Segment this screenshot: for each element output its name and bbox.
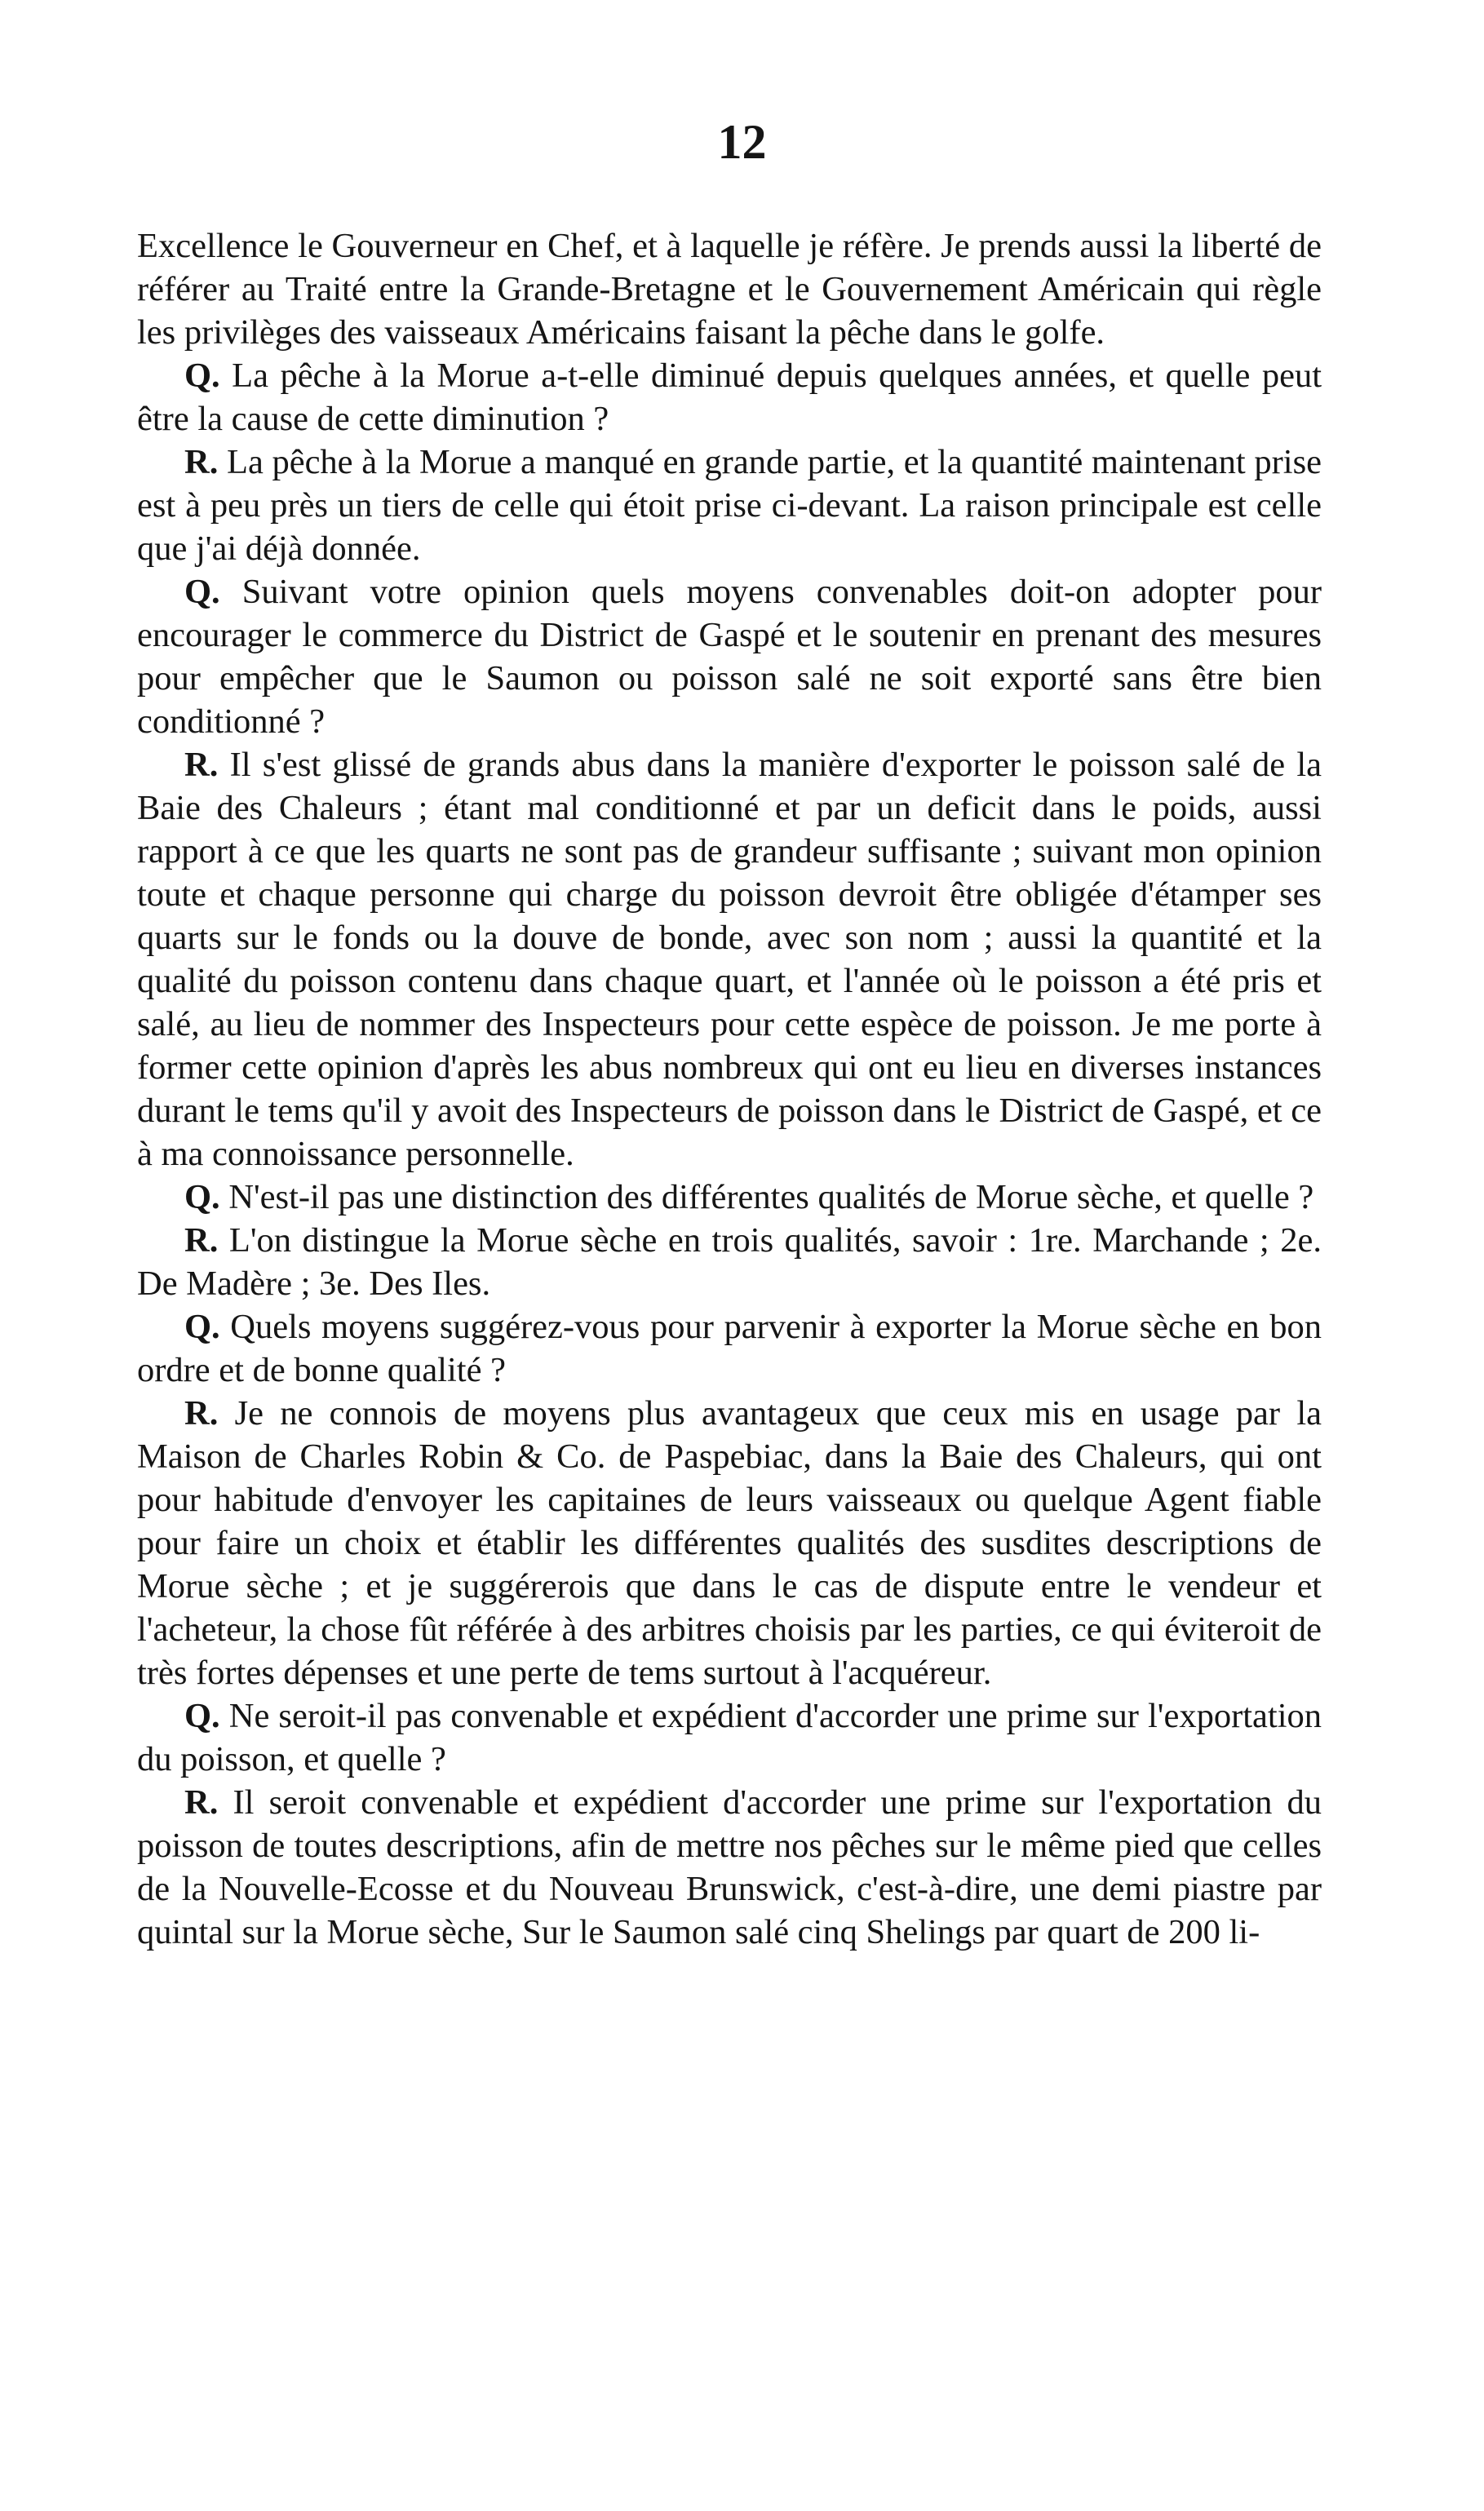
paragraph-text: Il seroit convenable et expédient d'accorder une prime sur l'exportation du poisson de toutes descriptions, afin de mettre nos pêches sur le même pied que celles de la Nouvelle-Ecosse et du Nouveau Brunswick, c'est-à-dire, une demi piastre par quintal sur la Morue sèche, Sur le Saumon salé cinq Shelings par quart de 200 li-: [137, 1783, 1322, 1951]
paragraph-continuation: [137, 224, 1322, 354]
speaker-label: R.: [184, 1394, 219, 1433]
paragraph-text: Je ne connois de moyens plus avantageux que ceux mis en usage par la Maison de Charles Robin & Co. de Paspebiac, dans la Baie des Chaleurs, qui ont pour habitude d'envoyer les capitaines de leurs vaisseaux ou quelque Agent fiable pour faire un choix et établir les différentes qualités des susdites descriptions de Morue sèche ; et je suggérerois que dans le cas de dispute entre le vendeur et l'acheteur, la chose fût référée à des arbitres choisis par les parties, ce qui éviteroit de très fortes dépenses et une perte de tems surtout à l'acquéreur.: [137, 1394, 1322, 1692]
paragraph-text: Excellence le Gouverneur en Chef, et à laquelle je réfère. Je prends aussi la liberté de référer au Traité entre la Grande-Bretagne et le Gouvernement Américain qui règle les privilèges des vaisseaux Américains faisant la pêche dans le golfe.: [137, 227, 1322, 352]
speaker-label: Q.: [184, 1697, 220, 1735]
answer-paragraph: [137, 1219, 1322, 1305]
question-paragraph: [137, 1305, 1322, 1392]
speaker-label: R.: [184, 443, 219, 481]
paragraph-text: Quels moyens suggérez-vous pour parvenir à exporter la Morue sèche en bon ordre et de bonne qualité ?: [137, 1308, 1322, 1389]
speaker-label: Q.: [184, 573, 220, 611]
answer-paragraph: [137, 743, 1322, 1176]
answer-paragraph: [137, 441, 1322, 570]
paragraph-text: Ne seroit-il pas convenable et expédient d'accorder une prime sur l'exportation du poisson, et quelle ?: [137, 1697, 1322, 1778]
paragraph-text: N'est-il pas une distinction des différentes qualités de Morue sèche, et quelle ?: [228, 1178, 1314, 1216]
question-paragraph: [137, 354, 1322, 441]
question-paragraph: [137, 570, 1322, 743]
body-text: [137, 224, 1322, 1954]
speaker-label: R.: [184, 1783, 219, 1822]
speaker-label: Q.: [184, 1308, 220, 1346]
answer-paragraph: [137, 1781, 1322, 1954]
question-paragraph: [137, 1176, 1322, 1219]
page-number: 12: [717, 115, 767, 169]
speaker-label: Q.: [184, 1178, 220, 1216]
paragraph-text: Suivant votre opinion quels moyens convenables doit-on adopter pour encourager le commerce du District de Gaspé et le soutenir en prenant des mesures pour empêcher que le Saumon ou poisson salé ne soit exporté sans être bien conditionné ?: [137, 573, 1322, 741]
speaker-label: R.: [184, 746, 219, 784]
paragraph-text: La pêche à la Morue a-t-elle diminué depuis quelques années, et quelle peut être la cause de cette diminution ?: [137, 356, 1322, 438]
speaker-label: R.: [184, 1221, 219, 1260]
answer-paragraph: [137, 1392, 1322, 1694]
speaker-label: Q.: [184, 356, 220, 395]
paragraph-text: L'on distingue la Morue sèche en trois qualités, savoir : 1re. Marchande ; 2e. De Madère ; 3e. Des Iles.: [137, 1221, 1322, 1303]
question-paragraph: [137, 1694, 1322, 1781]
paragraph-text: La pêche à la Morue a manqué en grande partie, et la quantité maintenant prise est à peu près un tiers de celle qui étoit prise ci-devant. La raison principale est celle que j'ai déjà donnée.: [137, 443, 1322, 568]
paragraph-text: Il s'est glissé de grands abus dans la manière d'exporter le poisson salé de la Baie des Chaleurs ; étant mal conditionné et par un deficit dans le poids, aussi rapport à ce que les quarts ne sont pas de grandeur suffisante ; suivant mon opinion toute et chaque personne qui charge du poisson devroit être obligée d'étamper ses quarts sur le fonds ou la douve de bonde, avec son nom ; aussi la quantité et la qualité du poisson contenu dans chaque quart, et l'année où le poisson a été pris et salé, au lieu de nommer des Inspecteurs pour cette espèce de poisson. Je me porte à former cette opinion d'après les abus nombreux qui ont eu lieu en diverses instances durant le tems qu'il y avoit des Inspecteurs de poisson dans le District de Gaspé, et ce à ma connoissance personnelle.: [137, 746, 1322, 1173]
